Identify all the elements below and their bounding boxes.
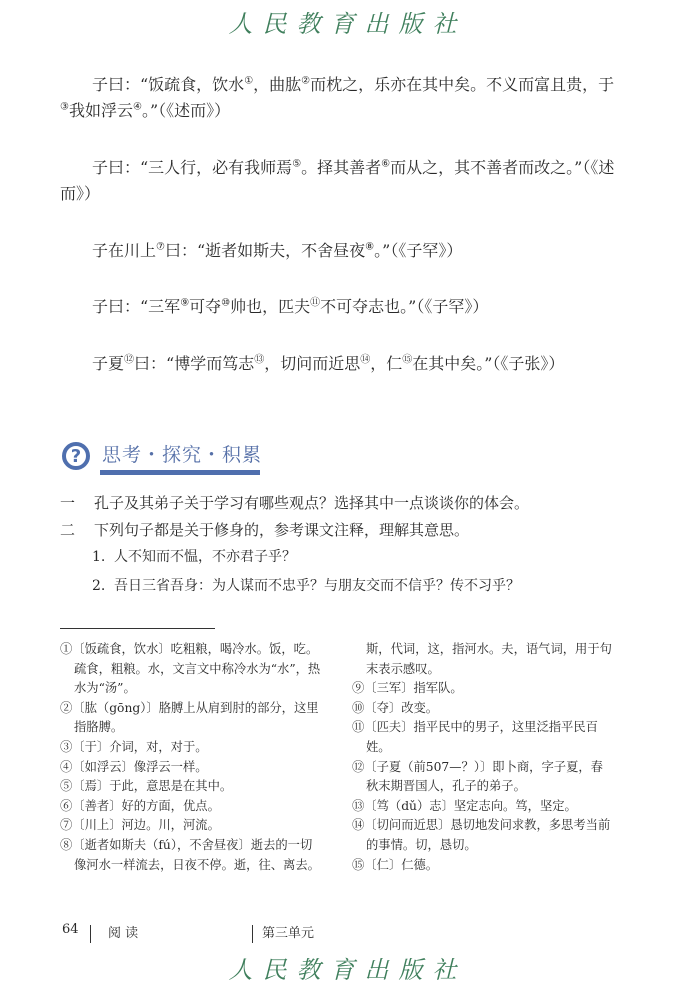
footer-section: 阅 读 xyxy=(108,926,139,941)
footnote-marker[interactable]: ⑥ xyxy=(381,158,391,170)
question-1 xyxy=(60,492,529,513)
passage-text: 子曰：“三人行，必有我师焉 xyxy=(92,158,293,177)
footnote-marker[interactable]: ⑮ xyxy=(402,354,413,366)
footnote-marker[interactable]: ⑨ xyxy=(180,297,190,309)
question-2 xyxy=(60,519,469,540)
passage-text: 可夺 xyxy=(189,297,222,316)
footnote: ①〔饭疏食，饮水〕吃粗粮，喝冷水。饭，吃。疏食，粗粮。水，文言文中称冷水为“水”，热水为“汤”。 xyxy=(60,642,321,696)
footnote-marker[interactable]: ⑭ xyxy=(360,354,371,366)
footnote: ⑮〔仁〕仁德。 xyxy=(352,857,439,872)
footnote-marker[interactable]: ⑫ xyxy=(124,354,135,366)
footer-divider xyxy=(252,925,253,943)
footnote: ⑭〔切问而近思〕恳切地发问求教，多思考当前的事情。切，恳切。 xyxy=(352,818,611,852)
subquestion-2 xyxy=(92,575,520,595)
passage-text: 。”（《子罕》） xyxy=(374,241,463,260)
footnotes-right-column xyxy=(352,640,614,875)
passage-text: 不可夺志也。”（《子罕》） xyxy=(320,297,489,316)
passage-1 xyxy=(60,72,615,124)
passage-text: 而枕之，乐亦在其中矣。不义而富且贵，于 xyxy=(310,75,615,94)
footnote-marker[interactable]: ⑤ xyxy=(292,158,302,170)
footnote-8-continuation: 斯，代词，这，指河水。夫，语气词，用于句末表示感叹。 xyxy=(366,642,612,676)
section-underline xyxy=(100,470,260,475)
passage-text: 子夏 xyxy=(92,354,125,373)
footnote-marker[interactable]: ② xyxy=(301,75,311,87)
question-icon: ? xyxy=(62,442,90,470)
footnote-marker[interactable]: ④ xyxy=(132,101,142,113)
publisher-logo-bottom: 人民教育出版社 xyxy=(228,956,467,984)
subquestion-text: 人不知而不愠，不亦君子乎？ xyxy=(114,549,296,565)
passage-text: ，曲肱 xyxy=(253,75,302,94)
passage-text: 子曰：“饭疏食，饮水 xyxy=(92,75,245,94)
passage-3 xyxy=(60,238,615,264)
footnote-marker[interactable]: ③ xyxy=(60,101,69,113)
footnote: ⑫〔子夏（前507—？）〕即卜商，字子夏，春秋末期晋国人，孔子的弟子。 xyxy=(352,759,603,794)
footnote-marker[interactable]: ⑩ xyxy=(221,297,231,309)
footnote: ⑩〔夺〕改变。 xyxy=(352,700,439,715)
passage-4 xyxy=(60,294,615,320)
passage-text: 。”（《述而》） xyxy=(141,101,231,120)
footnote: ⑧〔逝者如斯夫（fú），不舍昼夜〕逝去的一切像河水一样流去，日夜不停。逝，往、离去。 xyxy=(60,837,320,872)
footnote: ⑬〔笃（dǔ）志〕坚定志向。笃，坚定。 xyxy=(352,798,577,813)
question-number: 二 xyxy=(60,521,76,539)
passage-5 xyxy=(60,351,615,377)
footer-divider xyxy=(90,925,91,943)
footnote: ③〔于〕介词，对，对于。 xyxy=(60,739,208,754)
footnotes-left-column xyxy=(60,640,322,875)
subquestion-text: 吾日三省吾身：为人谋而不忠乎？与朋友交而不信乎？传不习乎？ xyxy=(114,578,520,594)
footnote-marker[interactable]: ① xyxy=(244,75,254,87)
footnote: ⑥〔善者〕好的方面，优点。 xyxy=(60,798,220,813)
passage-text: 在其中矣。”（《子张》） xyxy=(412,354,565,373)
footnote: ④〔如浮云〕像浮云一样。 xyxy=(60,759,208,774)
footnote: ②〔肱（gōng）〕胳膊上从肩到肘的部分，这里指胳膊。 xyxy=(60,700,319,735)
footer-unit: 第三单元 xyxy=(262,926,315,941)
subquestion-1 xyxy=(92,546,296,566)
passage-text: ，切问而近思 xyxy=(264,354,361,373)
footnote: ⑪〔匹夫〕指平民中的男子，这里泛指平民百姓。 xyxy=(352,720,598,754)
passage-text: 帅也，匹夫 xyxy=(230,297,311,316)
passage-text: 而从之，其不善者而改之。”（《述而》） xyxy=(60,158,615,203)
question-text: 下列句子都是关于修身的，参考课文注释，理解其意思。 xyxy=(94,521,470,539)
passage-text: 曰：“逝者如斯夫，不舍昼夜 xyxy=(164,241,366,260)
passage-text: 曰：“博学而笃志 xyxy=(134,354,255,373)
publisher-logo-top: 人民教育出版社 xyxy=(228,10,467,38)
footnote-marker[interactable]: ⑧ xyxy=(365,241,375,253)
footnote: ⑨〔三军〕指军队。 xyxy=(352,681,463,696)
passage-text: 子曰：“三军 xyxy=(92,297,181,316)
section-title: 思考・探究・积累 xyxy=(102,444,263,466)
passage-text: 。择其善者 xyxy=(301,158,382,177)
page-number: 64 xyxy=(62,922,79,937)
passage-2 xyxy=(60,155,615,207)
footnote-marker[interactable]: ⑪ xyxy=(310,297,321,309)
subquestion-number: 1. xyxy=(92,549,106,565)
passage-text: ，仁 xyxy=(370,354,403,373)
footnote: ⑤〔焉〕于此，意思是在其中。 xyxy=(60,779,233,794)
footnote-divider xyxy=(60,628,215,629)
footnote-marker[interactable]: ⑦ xyxy=(156,241,165,253)
passage-text: 子在川上 xyxy=(92,241,157,260)
passage-text: 我如浮云 xyxy=(68,101,133,120)
question-number: 一 xyxy=(60,494,76,512)
footnote-marker[interactable]: ⑬ xyxy=(254,354,265,366)
footnote: ⑦〔川上〕河边。川，河流。 xyxy=(60,818,220,833)
subquestion-number: 2. xyxy=(92,578,106,594)
question-text: 孔子及其弟子关于学习有哪些观点？选择其中一点谈谈你的体会。 xyxy=(94,494,530,512)
